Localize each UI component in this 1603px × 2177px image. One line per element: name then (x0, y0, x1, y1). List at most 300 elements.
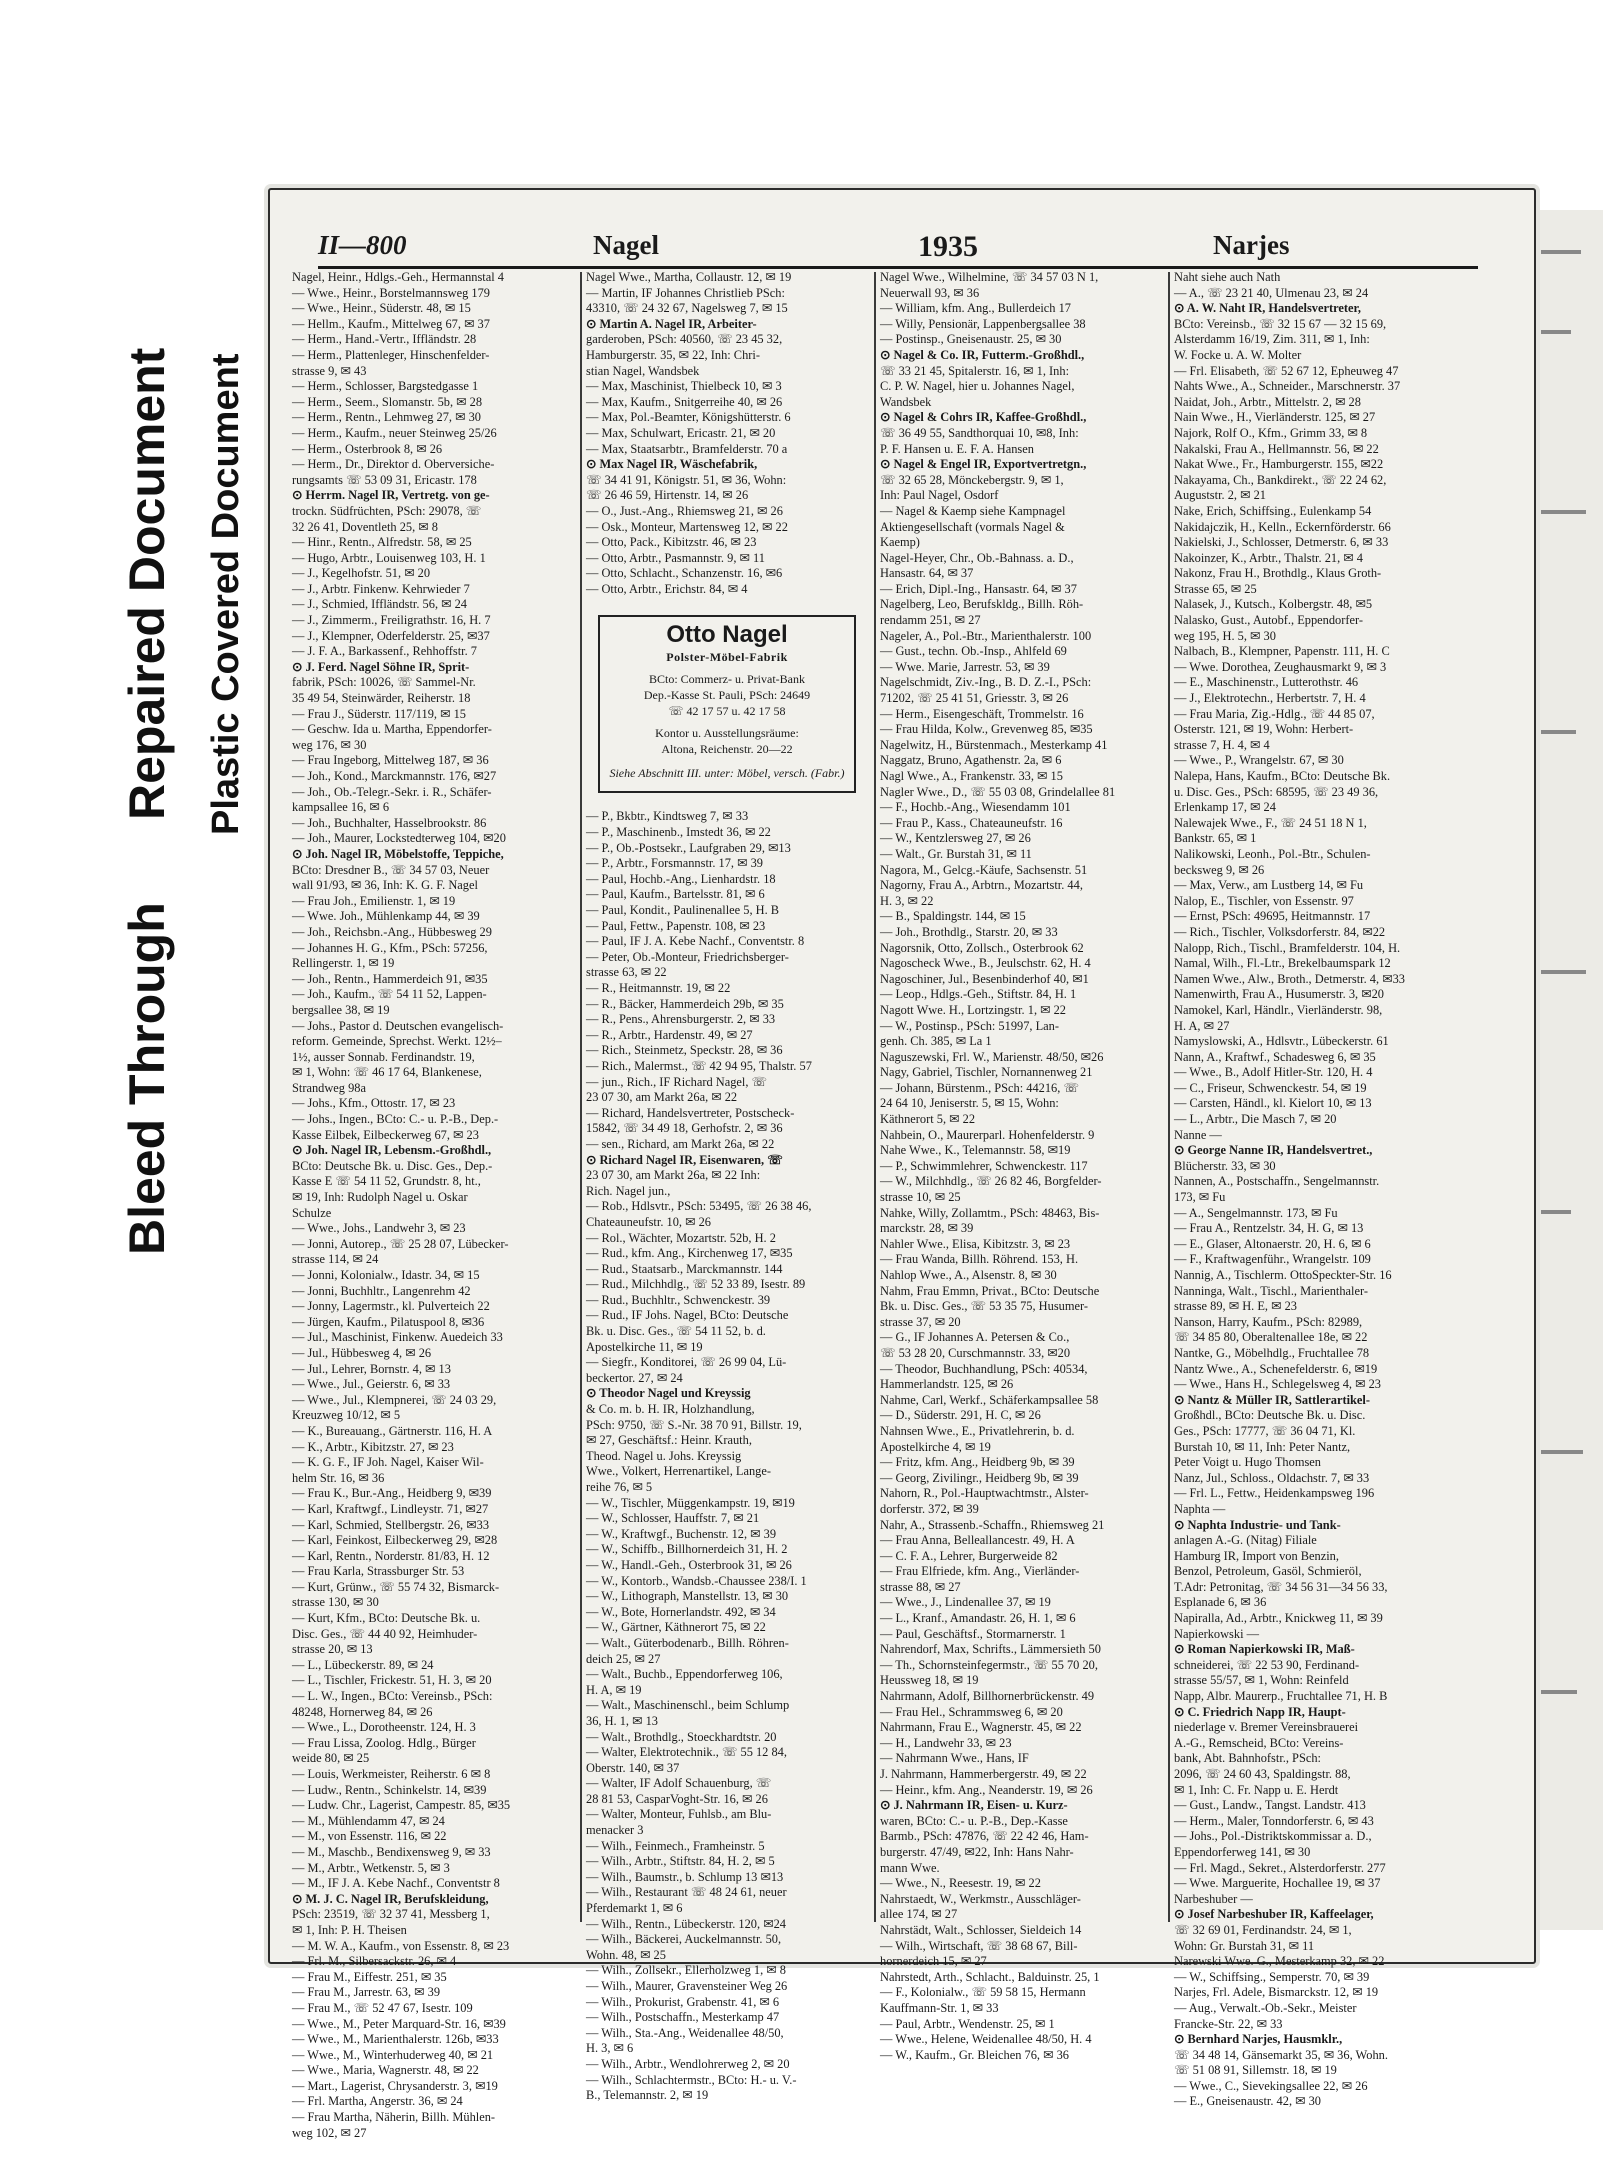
directory-entry: dorferstr. 372, ✉ 39 (880, 1501, 979, 1516)
directory-entry: Nahme, Carl, Werkf., Schäferkampsallee 58 (880, 1392, 1099, 1407)
directory-entry: Namenwirth, Frau A., Husumerstr. 3, ✉20 (1174, 987, 1384, 1002)
directory-entry: Narewski Wwe. G., Mesterkamp 32, ✉ 22 (1174, 1954, 1385, 1969)
directory-entry: Nannen, A., Postschaffn., Sengelmannstr. (1174, 1174, 1380, 1189)
directory-entry: Nakielski, J., Schlosser, Detmerstr. 6, ✉ 33 (1174, 535, 1389, 550)
directory-entry: weg 102, ✉ 27 (292, 2125, 367, 2140)
directory-entry: — Wwe., B., Adolf Hitler-Str. 120, H. 4 (1174, 1065, 1373, 1080)
directory-entry: — Johs., Ingen., BCto: C.- u. P.-B., Dep.- (292, 1112, 499, 1127)
directory-entry: — Herm., Eisengeschäft, Trommelstr. 16 (880, 706, 1084, 721)
directory-entry: ☏ 34 48 14, Gänsemarkt 35, ✉ 36, Wohn. (1174, 2047, 1388, 2062)
directory-entry: ⊙ A. W. Naht IR, Handelsvertreter, (1174, 301, 1361, 316)
directory-entry: H. A, ✉ 27 (1174, 1018, 1230, 1033)
directory-entry: 36, H. 1, ✉ 13 (586, 1713, 658, 1728)
directory-entry: — Louis, Werkmeister, Reiherstr. 6 ✉ 8 (292, 1767, 491, 1781)
directory-entry: — Wwe., C., Sievekingsallee 22, ✉ 26 (1174, 2078, 1368, 2093)
directory-entry: Bk. u. Disc. Ges., ☏ 54 11 52, b. d. (586, 1324, 766, 1339)
directory-entry: — Jürgen, Kaufm., Pilatuspool 8, ✉36 (292, 1314, 485, 1329)
directory-entry: Nalikowski, Leonh., Pol.-Btr., Schulen- (1174, 846, 1371, 861)
directory-entry: — Frau J., Süderstr. 117/119, ✉ 15 (292, 706, 466, 721)
directory-entry: — J., Elektrotechn., Herbertstr. 7, H. 4 (1174, 691, 1366, 706)
ad-office-line: Kontor u. Ausstellungsräume: (655, 726, 799, 741)
directory-entry: — L., Lübeckerstr. 89, ✉ 24 (292, 1657, 434, 1672)
directory-entry: Nalewajek Wwe., F., ☏ 24 51 18 N 1, (1174, 815, 1367, 830)
directory-entry: ⊙ Nagel & Engel IR, Exportvertretgn., (880, 457, 1087, 472)
directory-entry: rendamm 251, ✉ 27 (880, 613, 981, 628)
directory-entry: Nahke, Willy, Zollamtm., PSch: 48463, Bis- (880, 1205, 1100, 1220)
directory-entry: Alsterdamm 16/19, Zim. 311, ✉ 1, Inh: (1174, 332, 1370, 347)
directory-entry: garderoben, PSch: 40560, ☏ 23 45 32, (586, 332, 783, 347)
directory-entry: — Rich., Steinmetz, Speckstr. 28, ✉ 36 (586, 1043, 783, 1058)
directory-entry: — C. F. A., Lehrer, Burgerweide 82 (880, 1548, 1058, 1563)
directory-entry: — Gust., Landw., Tangst. Landstr. 413 (1174, 1798, 1366, 1813)
directory-entry: Nagelberg, Leo, Berufskldg., Billh. Röh- (880, 597, 1084, 612)
directory-entry: — Frau Martha, Näherin, Billh. Mühlen- (292, 2110, 496, 2125)
directory-entry: Nahts Wwe., A., Schneider., Marschnerstr. 37 (1174, 379, 1401, 394)
directory-entry: H. 3, ✉ 6 (586, 2041, 634, 2056)
directory-entry: — Frau Maria, Zig.-Hdlg., ☏ 44 85 07, (1174, 706, 1375, 721)
ad-address-line: Altona, Reichenstr. 20—22 (661, 742, 793, 757)
directory-entry: — Kurt, Kfm., BCto: Deutsche Bk. u. (292, 1611, 481, 1626)
directory-entry: — Jonni, Autorep., ☏ 25 28 07, Lübecker- (292, 1236, 509, 1251)
directory-entry: Theod. Nagel u. Johs. Kreyssig (586, 1448, 742, 1463)
directory-entry: marckstr. 28, ✉ 39 (880, 1221, 974, 1236)
directory-entry: — Rud., Milchhdlg., ☏ 52 33 89, Isestr. 89 (586, 1277, 806, 1292)
directory-entry: Naggatz, Bruno, Agathenstr. 2a, ✉ 6 (880, 753, 1062, 768)
directory-entry: becksweg 9, ✉ 26 (1174, 862, 1265, 877)
directory-entry: niederlage v. Bremer Vereinsbrauerei (1174, 1720, 1359, 1735)
directory-entry: — Mart., Lagerist, Chrysanderstr. 3, ✉19 (292, 2078, 498, 2093)
directory-entry: Nahrstedt, Arth., Schlacht., Balduinstr. 25, 1 (880, 1969, 1100, 1984)
directory-entry: — Wwe., Maria, Wagnerstr. 48, ✉ 22 (292, 2063, 479, 2078)
directory-entry: BCto: Dresdner B., ☏ 34 57 03, Neuer (292, 862, 490, 877)
directory-entry: Wohn: Gr. Burstah 31, ✉ 11 (1174, 1938, 1315, 1953)
directory-entry: — K. G. F., IF Joh. Nagel, Kaiser Wil- (292, 1455, 484, 1470)
directory-entry: Nann, A., Kraftwf., Schadesweg 6, ✉ 35 (1174, 1049, 1376, 1064)
directory-entry: 15842, ☏ 34 49 18, Gerhofstr. 2, ✉ 36 (586, 1121, 783, 1136)
directory-entry: Nagorny, Frau A., Arbtrn., Mozartstr. 44, (880, 878, 1083, 893)
directory-page (268, 188, 1536, 2140)
directory-entry: — Paul, IF J. A. Kebe Nachf., Conventstr. 8 (586, 934, 805, 949)
directory-entry: — E., Gneisenaustr. 42, ✉ 30 (1174, 2094, 1322, 2109)
directory-entry: — H., Landwehr 33, ✉ 23 (880, 1735, 1012, 1750)
directory-entry: — P., Maschinenb., Imstedt 36, ✉ 22 (586, 825, 771, 840)
directory-entry: Nahrendorf, Max, Schrifts., Lämmersieth 50 (880, 1642, 1101, 1657)
directory-entry: — W., Schiffsing., Semperstr. 70, ✉ 39 (1174, 1969, 1370, 1984)
directory-entry: Nagel, Heinr., Hdlgs.-Geh., Hermannstal 4 (292, 270, 504, 284)
directory-entry: Nalop, E., Tischler, von Essenstr. 97 (1174, 893, 1354, 908)
directory-entry: — Wilh., Wirtschaft, ☏ 38 68 67, Bill- (880, 1938, 1078, 1953)
directory-entry: Nain Wwe., H., Vierländerstr. 125, ✉ 27 (1174, 410, 1376, 425)
directory-entry: genh. Ch. 385, ✉ La 1 (880, 1034, 992, 1049)
directory-entry: Strandweg 98a (292, 1080, 366, 1095)
directory-entry: Erlenkamp 17, ✉ 24 (1174, 800, 1276, 815)
directory-entry: — Wwe., M., Marienthalerstr. 126b, ✉33 (292, 2032, 499, 2047)
directory-entry: Oberstr. 140, ✉ 37 (586, 1760, 680, 1775)
directory-entry: waren, BCto: C.- u. P.-B., Dep.-Kasse (880, 1813, 1068, 1828)
directory-entry: — Max, Staatsarbtr., Bramfelderstr. 70 a (586, 441, 788, 456)
directory-entry: — Rich., Tischler, Volksdorferstr. 84, ✉22 (1174, 924, 1386, 939)
directory-entry: Nannig, A., Tischlerm. OttoSpeckter-Str. 16 (1174, 1268, 1392, 1282)
directory-entry: — Wwe., M., Winterhuderweg 40, ✉ 21 (292, 2047, 494, 2062)
directory-entry: — Frau Hilda, Kolw., Grevenweg 85, ✉35 (880, 722, 1093, 737)
directory-entry: — Wwe., Jul., Geierstr. 6, ✉ 33 (292, 1377, 451, 1392)
directory-entry: ⊙ Richard Nagel IR, Eisenwaren, ☏ (586, 1152, 783, 1167)
directory-entry: — F., Kolonialw., ☏ 59 58 15, Hermann (880, 1985, 1086, 2000)
directory-entry: — Wilh., Sta.-Ang., Weidenallee 48/50, (586, 2025, 784, 2040)
directory-entry: — J., Arbtr. Finkenw. Kehrwieder 7 (292, 581, 470, 596)
directory-entry: Nagott Wwe. H., Lortzingstr. 1, ✉ 22 (880, 1002, 1067, 1017)
directory-entry: W. Focke u. A. W. Molter (1174, 347, 1302, 362)
directory-entry: Nanson, Harry, Kaufm., PSch: 82989, (1174, 1314, 1363, 1329)
directory-entry: P. F. Hansen u. E. F. A. Hansen (880, 441, 1034, 456)
directory-entry: — E., Glaser, Altonaerstr. 20, H. 6, ✉ 6 (1174, 1236, 1371, 1251)
directory-entry: Pferdemarkt 1, ✉ 6 (586, 1901, 683, 1916)
directory-entry: — W., Kontorb., Wandsb.-Chaussee 238/I. 1 (586, 1573, 807, 1588)
directory-entry: schneiderei, ☏ 22 53 90, Ferdinand- (1174, 1657, 1360, 1672)
directory-entry: Nahrstaedt, W., Werkmstr., Ausschläger- (880, 1891, 1081, 1906)
column-1 (292, 270, 574, 2140)
directory-entry: — Herm., Schlosser, Bargstedgasse 1 (292, 379, 479, 394)
directory-entry: Nahrmann, Adolf, Billhornerbrückenstr. 49 (880, 1689, 1095, 1704)
directory-entry: menacker 3 (586, 1823, 644, 1838)
directory-entry: — Postinsp., Gneisenaustr. 25, ✉ 30 (880, 332, 1062, 347)
directory-entry: Najork, Rolf O., Kfm., Grimm 33, ✉ 8 (1174, 425, 1368, 440)
directory-entry: — Wwe., M., Peter Marquard-Str. 16, ✉39 (292, 2016, 506, 2031)
directory-entry: Nagora, M., Gelcg.-Käufe, Sachsenstr. 51 (880, 862, 1088, 877)
directory-entry: Naguszewski, Frl. W., Marienstr. 48/50, ✉26 (880, 1049, 1104, 1064)
directory-entry: — Willy, Pensionär, Lappenbergsallee 38 (880, 316, 1086, 331)
directory-entry: — D., Süderstr. 291, H. C, ✉ 26 (880, 1408, 1041, 1423)
directory-entry: Nake, Erich, Schiffsing., Eulenkamp 54 (1174, 503, 1372, 518)
directory-entry: — Walt., Maschinenschl., beim Schlump (586, 1698, 790, 1713)
directory-entry: bergsallee 38, ✉ 19 (292, 1002, 390, 1017)
directory-entry: — Walt., Buchb., Eppendorferweg 106, (586, 1667, 783, 1682)
directory-entry: — Hellm., Kaufm., Mittelweg 67, ✉ 37 (292, 316, 490, 331)
directory-entry: ☏ 53 28 20, Curschmannstr. 33, ✉20 (880, 1345, 1071, 1360)
directory-entry: Naphta — (1174, 1501, 1226, 1516)
directory-entry: — Paul, Kaufm., Bartelsstr. 81, ✉ 6 (586, 887, 765, 902)
column-divider (1168, 272, 1170, 1922)
ad-note: Siehe Abschnitt III. unter: Möbel, versch. (Fabr.) (609, 766, 845, 781)
directory-entry: beckertor. 27, ✉ 24 (586, 1370, 683, 1385)
directory-entry: ✉ 1, Inh: P. H. Theisen (292, 1922, 407, 1937)
directory-entry: strasse 20, ✉ 13 (292, 1642, 373, 1657)
directory-entry: Nantz Wwe., A., Schenefelderstr. 6, ✉19 (1174, 1361, 1378, 1376)
directory-entry: — L., Tischler, Frickestr. 51, H. 3, ✉ 20 (292, 1673, 492, 1688)
directory-entry: Nahm, Frau Emmn, Privat., BCto: Deutsche (880, 1283, 1100, 1298)
directory-entry: 35 49 54, Steinwärder, Reiherstr. 18 (292, 691, 471, 706)
directory-entry: Hamburgerstr. 35, ✉ 22, Inh: Chri- (586, 347, 760, 362)
directory-entry: — Walt., Brothdlg., Stoeckhardtstr. 20 (586, 1729, 777, 1744)
directory-entry: — Wilh., Arbtr., Wendlohrerweg 2, ✉ 20 (586, 2056, 790, 2071)
directory-entry: — Ernst, PSch: 49695, Heitmannstr. 17 (1174, 909, 1371, 924)
directory-entry: Nakalski, Frau A., Hellmannstr. 56, ✉ 22 (1174, 441, 1379, 456)
directory-entry: ✉ 27, Geschäftsf.: Heinr. Krauth, (586, 1433, 752, 1448)
directory-entry: Großhdl., BCto: Deutsche Bk. u. Disc. (1174, 1408, 1366, 1423)
directory-entry: Hansastr. 64, ✉ 37 (880, 566, 974, 581)
directory-entry: — Gust., techn. Ob.-Insp., Ahlfeld 69 (880, 644, 1067, 659)
directory-entry: — L., Kranf., Amandastr. 26, H. 1, ✉ 6 (880, 1611, 1076, 1626)
directory-entry: — Joh., Maurer, Lockstedterweg 104, ✉20 (292, 831, 506, 846)
directory-entry: ⊙ Nantz & Müller IR, Sattlerartikel- (1174, 1392, 1370, 1407)
directory-entry: 28 81 53, CasparVoght-Str. 16, ✉ 26 (586, 1791, 768, 1806)
directory-entry: Nantke, G., Möbelhdlg., Fruchtallee 78 (1174, 1345, 1370, 1360)
directory-entry: BCto: Vereinsb., ☏ 32 15 67 — 32 15 69, (1174, 316, 1387, 331)
directory-entry: 2096, ☏ 24 60 43, Spaldingstr. 88, (1174, 1767, 1351, 1781)
directory-entry: — W., Schlosser, Hauffstr. 7, ✉ 21 (586, 1511, 760, 1526)
directory-entry: Napierkowski — (1174, 1626, 1259, 1641)
directory-entry: — Wwe., J., Lindenallee 37, ✉ 19 (880, 1595, 1051, 1610)
directory-entry: — Jul., Hübbesweg 4, ✉ 26 (292, 1345, 432, 1360)
directory-entry: ☏ 26 46 59, Hirtenstr. 14, ✉ 26 (586, 488, 749, 503)
directory-entry: — Theodor, Buchhandlung, PSch: 40534, (880, 1361, 1088, 1376)
directory-entry: — Wilh., Restaurant ☏ 48 24 61, neuer (586, 1885, 787, 1900)
directory-entry: Nakayama, Ch., Bankdirekt., ☏ 22 24 62, (1174, 472, 1387, 487)
directory-entry: — K., Arbtr., Kibitzstr. 27, ✉ 23 (292, 1439, 454, 1454)
directory-entry: — K., Bureauang., Gärtnerstr. 116, H. A (292, 1423, 493, 1438)
directory-entry: — Wwe. Joh., Mühlenkamp 44, ✉ 39 (292, 909, 480, 924)
directory-entry: — Rob., Hdlsvtr., PSch: 53495, ☏ 26 38 46, (586, 1199, 812, 1214)
directory-entry: — Rud., IF Johs. Nagel, BCto: Deutsche (586, 1308, 789, 1323)
directory-entry: — R., Arbtr., Hardenstr. 49, ✉ 27 (586, 1027, 753, 1042)
directory-entry: Nakat Wwe., Fr., Hamburgerstr. 155, ✉22 (1174, 457, 1384, 472)
directory-entry: — Wwe., Helene, Weidenallee 48/50, H. 4 (880, 2032, 1092, 2047)
directory-entry: Napiralla, Ad., Arbtr., Knickweg 11, ✉ 39 (1174, 1611, 1383, 1626)
directory-entry: — Wwe., Johs., Landwehr 3, ✉ 23 (292, 1221, 466, 1236)
directory-entry: — W., Kraftwgf., Buchenstr. 12, ✉ 39 (586, 1526, 777, 1541)
column-2 (586, 270, 868, 2103)
directory-entry: Nagelschmidt, Ziv.-Ing., B. D. Z.-I., PSch: (880, 675, 1092, 690)
directory-entry: burgerstr. 47/49, ✉22, Inh: Hans Nahr- (880, 1844, 1074, 1859)
page-number: II—800 (318, 230, 407, 260)
directory-entry: — E., Maschinenstr., Lutterothstr. 46 (1174, 675, 1359, 690)
directory-entry: — W., Handl.-Geh., Osterbrook 31, ✉ 26 (586, 1557, 792, 1572)
directory-entry: Kasse E ☏ 54 11 52, Grundstr. 8, ht., (292, 1174, 481, 1189)
directory-entry: — Paul, Arbtr., Wendenstr. 25, ✉ 1 (880, 2016, 1055, 2031)
directory-entry: — Wilh., Rentn., Lübeckerstr. 120, ✉24 (586, 1916, 786, 1931)
directory-entry: BCto: Deutsche Bk. u. Disc. Ges., Dep.- (292, 1158, 493, 1173)
directory-entry: — W., Kaufm., Gr. Bleichen 76, ✉ 36 (880, 2047, 1069, 2062)
directory-entry: Nakidajczik, H., Kelln., Eckernförderstr. 66 (1174, 519, 1391, 534)
directory-entry: — Frau K., Bur.-Ang., Heidberg 9, ✉39 (292, 1486, 492, 1501)
directory-entry: 24 64 10, Jeniserstr. 5, ✉ 15, Wohn: (880, 1096, 1059, 1111)
directory-entry: — Max, Pol.-Beamter, Königshütterstr. 6 (586, 410, 791, 425)
directory-entry: — Rol., Wächter, Mozartstr. 52b, H. 2 (586, 1230, 776, 1245)
directory-entry: Nagel Wwe., Wilhelmine, ☏ 34 57 03 N 1, (880, 270, 1099, 284)
directory-entry: ⊙ Nagel & Cohrs IR, Kaffee-Großhdl., (880, 410, 1087, 425)
directory-entry: — Jonni, Kolonialw., Idastr. 34, ✉ 15 (292, 1268, 480, 1282)
directory-entry: Strasse 65, ✉ 25 (1174, 581, 1257, 596)
directory-entry: — Wilh., Bäckerei, Auckelmannstr. 50, (586, 1932, 782, 1947)
directory-entry: Wandsbek (880, 394, 932, 409)
directory-entry: — A., Sengelmannstr. 173, ✉ Fu (1174, 1205, 1338, 1220)
directory-entry: — Frl. Elisabeth, ☏ 52 67 12, Epheuweg 47 (1174, 363, 1399, 378)
directory-entry: — B., Spaldingstr. 144, ✉ 15 (880, 909, 1026, 924)
directory-entry: — Leop., Hdlgs.-Geh., Stiftstr. 84, H. 1 (880, 987, 1077, 1002)
directory-entry: — Wwe. Marguerite, Hochallee 19, ✉ 37 (1174, 1876, 1381, 1891)
directory-entry: — W., Kentzlersweg 27, ✉ 26 (880, 831, 1031, 846)
directory-entry: J. Nahrmann, Hammerbergerstr. 49, ✉ 22 (880, 1767, 1087, 1781)
directory-entry: strasse 88, ✉ 27 (880, 1579, 961, 1594)
directory-entry: Nanninga, Walt., Tischl., Marienthaler- (1174, 1283, 1368, 1298)
directory-entry: Nanne — (1174, 1127, 1222, 1142)
directory-entry: Nahr, A., Strassenb.-Schaffn., Rhiemsweg 21 (880, 1517, 1105, 1532)
directory-entry: — Otto, Pack., Kibitzstr. 46, ✉ 23 (586, 535, 757, 550)
directory-entry: — Herm., Plattenleger, Hinschenfelder- (292, 347, 490, 362)
directory-entry: — Joh., Kaufm., ☏ 54 11 52, Lappen- (292, 987, 487, 1002)
directory-entry: Nagel Wwe., Martha, Collaustr. 12, ✉ 19 (586, 270, 792, 284)
directory-entry: Nalasko, Gust., Autobf., Eppendorfer- (1174, 613, 1364, 628)
directory-entry: strasse 130, ✉ 30 (292, 1595, 379, 1610)
directory-entry: — Wwe., Heinr., Süderstr. 48, ✉ 15 (292, 301, 471, 316)
directory-entry: B., Telemannstr. 2, ✉ 19 (586, 2088, 709, 2103)
directory-entry: ⊙ Naphta Industrie- und Tank- (1174, 1517, 1341, 1532)
directory-entry: — Wwe., P., Wrangelstr. 67, ✉ 30 (1174, 753, 1344, 768)
directory-entry: Neuerwall 93, ✉ 36 (880, 285, 980, 300)
directory-entry: — P., Bkbtr., Kindtsweg 7, ✉ 33 (586, 809, 749, 824)
directory-entry: Burstah 10, ✉ 11, Inh: Peter Nantz, (1174, 1439, 1351, 1454)
directory-entry: ⊙ Max Nagel IR, Wäschefabrik, (586, 457, 758, 472)
directory-entry: Nanz, Jul., Schloss., Oldachstr. 7, ✉ 33 (1174, 1470, 1370, 1485)
directory-entry: 48248, Hornerweg 84, ✉ 26 (292, 1704, 433, 1719)
directory-entry: PSch: 23519, ☏ 32 37 41, Messberg 1, (292, 1907, 490, 1922)
directory-entry: Nahe Wwe., K., Telemannstr. 58, ✉19 (880, 1143, 1071, 1158)
directory-entry: — Frl. Magd., Sekret., Alsterdorferstr. 277 (1174, 1860, 1386, 1875)
directory-entry: 173, ✉ Fu (1174, 1190, 1226, 1205)
directory-entry: — Karl, Feinkost, Eilbeckerweg 29, ✉28 (292, 1533, 498, 1548)
directory-entry: — Frl. Martha, Angerstr. 36, ✉ 24 (292, 2094, 463, 2109)
directory-entry: — sen., Richard, am Markt 26a, ✉ 22 (586, 1136, 775, 1151)
directory-entry: — Karl, Schmied, Stellbergstr. 26, ✉33 (292, 1517, 490, 1532)
directory-entry: ✉ 19, Inh: Rudolph Nagel u. Oskar (292, 1190, 468, 1205)
directory-entry: — Wwe., Jul., Klempnerei, ☏ 24 03 29, (292, 1392, 497, 1407)
directory-entry: ☏ 36 49 55, Sandthorquai 10, ✉8, Inh: (880, 425, 1079, 440)
directory-entry: — O., Just.-Ang., Rhiemsweg 21, ✉ 26 (586, 503, 783, 518)
directory-entry: strasse 37, ✉ 20 (880, 1314, 961, 1329)
directory-entry: — Wilh., Maurer, Gravensteiner Weg 26 (586, 1979, 788, 1993)
directory-entry: ⊙ Joh. Nagel IR, Lebensm.-Großhdl., (292, 1143, 492, 1158)
directory-entry: — J., Schmied, Iffländstr. 56, ✉ 24 (292, 597, 468, 612)
directory-entry: strasse 114, ✉ 24 (292, 1252, 379, 1267)
directory-entry: anlagen A.-G. (Nitag) Filiale (1174, 1533, 1317, 1548)
directory-entry: — Herm., Maler, Tonndorferstr. 6, ✉ 43 (1174, 1813, 1374, 1828)
directory-entry: — Paul, Geschäftsf., Stormarnerstr. 1 (880, 1626, 1066, 1641)
directory-entry: 23 07 30, am Markt 26a, ✉ 22 (586, 1090, 738, 1105)
directory-entry: — Johs., Pol.-Distriktskommissar a. D., (1174, 1829, 1372, 1844)
directory-entry: — J., Klempner, Oderfelderstr. 25, ✉37 (292, 628, 490, 643)
directory-entry: — Johannes H. G., Kfm., PSch: 57256, (292, 940, 488, 955)
directory-entry: — Frau Hel., Schrammsweg 6, ✉ 20 (880, 1704, 1063, 1719)
directory-entry: Nagl Wwe., A., Frankenstr. 33, ✉ 15 (880, 769, 1063, 783)
ad-subtitle: Polster-Möbel-Fabrik (666, 650, 788, 665)
directory-entry: — Martin, IF Johannes Christlieb PSch: (586, 285, 785, 300)
directory-entry: — Th., Schornsteinfegermstr., ☏ 55 70 20, (880, 1657, 1098, 1672)
directory-entry: — Karl, Rentn., Norderstr. 81/83, H. 12 (292, 1548, 490, 1563)
directory-entry: Bk. u. Disc. Ges., ☏ 53 35 75, Husumer- (880, 1299, 1088, 1314)
directory-entry: Nahrmann, Frau E., Wagnerstr. 45, ✉ 22 (880, 1720, 1082, 1735)
directory-entry: — Wwe. Marie, Jarrestr. 53, ✉ 39 (880, 659, 1050, 674)
directory-entry: 23 07 30, am Markt 26a, ✉ 22 Inh: (586, 1168, 761, 1183)
directory-entry: ⊙ J. Ferd. Nagel Söhne IR, Sprit- (292, 659, 470, 674)
directory-entry: hornerdeich 15, ✉ 27 (880, 1954, 987, 1969)
directory-entry: — J., Kegelhofstr. 51, ✉ 20 (292, 566, 431, 581)
directory-entry: — J., Zimmerm., Freiligrathstr. 16, H. 7 (292, 613, 491, 628)
directory-entry: — Wilh., Baumstr., b. Schlump 13 ✉13 (586, 1869, 784, 1884)
column-3 (880, 270, 1162, 2062)
directory-entry: H. 3, ✉ 22 (880, 893, 934, 908)
directory-entry: — Joh., Rentn., Hammerdeich 91, ✉35 (292, 971, 488, 986)
directory-entry: — J. F. A., Barkassenf., Rehhoffstr. 7 (292, 644, 477, 659)
directory-entry: & Co. m. b. H. IR, Holzhandlung, (586, 1402, 755, 1417)
directory-entry: strasse 9, ✉ 43 (292, 363, 367, 378)
directory-entry: — W., Tischler, Müggenkampstr. 19, ✉19 (586, 1495, 795, 1510)
directory-entry: ☏ 32 69 01, Ferdinandstr. 24, ✉ 1, (1174, 1922, 1352, 1937)
directory-entry: weg 195, H. 5, ✉ 30 (1174, 628, 1276, 643)
directory-entry: — M., Maschb., Bendixensweg 9, ✉ 33 (292, 1844, 491, 1859)
directory-entry: — R., Bäcker, Hammerdeich 29b, ✉ 35 (586, 996, 784, 1011)
directory-entry: — Joh., Brothdlg., Starstr. 20, ✉ 33 (880, 924, 1058, 939)
directory-entry: Schulze (292, 1205, 332, 1220)
directory-entry: — Wilh., Arbtr., Stiftstr. 84, H. 2, ✉ 5 (586, 1854, 775, 1869)
directory-entry: Francke-Str. 22, ✉ 33 (1174, 2016, 1283, 2031)
directory-entry: ⊙ Martin A. Nagel IR, Arbeiter- (586, 316, 757, 331)
directory-entry: ⊙ Joh. Nagel IR, Möbelstoffe, Teppiche, (292, 846, 504, 861)
directory-entry: strasse 89, ✉ H. E, ✉ 23 (1174, 1299, 1297, 1314)
directory-entry: — Johs., Kfm., Ottostr. 17, ✉ 23 (292, 1096, 456, 1111)
directory-entry: Rellingerstr. 1, ✉ 19 (292, 956, 395, 971)
directory-entry: — Frau Wanda, Billh. Röhrend. 153, H. (880, 1252, 1079, 1267)
directory-entry: ⊙ Bernhard Narjes, Hausmklr., (1174, 2032, 1343, 2047)
directory-entry: Nakonz, Frau H., Brothdlg., Klaus Groth- (1174, 566, 1382, 581)
directory-entry: Blücherstr. 33, ✉ 30 (1174, 1158, 1276, 1173)
directory-entry: — Max, Maschinist, Thielbeck 10, ✉ 3 (586, 379, 782, 394)
directory-entry: — Carsten, Händl., kl. Kielort 10, ✉ 13 (1174, 1096, 1372, 1111)
directory-entry: — W., Lithograph, Manstellstr. 13, ✉ 30 (586, 1589, 789, 1604)
directory-entry: — Johs., Pastor d. Deutschen evangelisch- (292, 1018, 504, 1033)
directory-entry: Auguststr. 2, ✉ 21 (1174, 488, 1266, 503)
directory-entry: Eppendorferweg 141, ✉ 30 (1174, 1844, 1311, 1859)
directory-entry: strasse 10, ✉ 25 (880, 1190, 961, 1205)
directory-entry: ⊙ J. Nahrmann IR, Eisen- u. Kurz- (880, 1798, 1068, 1813)
directory-entry: — W., Bote, Hornerlandstr. 492, ✉ 34 (586, 1604, 776, 1619)
directory-entry: wall 91/93, ✉ 36, Inh: K. G. F. Nagel (292, 878, 478, 893)
directory-entry: Apostelkirche 4, ✉ 19 (880, 1439, 991, 1454)
directory-entry: — Walt., Güterbodenarb., Billh. Röhren- (586, 1635, 789, 1650)
directory-entry: ⊙ Herrm. Nagel IR, Vertretg. von ge- (292, 488, 490, 503)
directory-entry: — Joh., Buchhalter, Hasselbrookstr. 86 (292, 815, 487, 830)
directory-entry: T.Adr: Petronitag, ☏ 34 56 31—34 56 33, (1174, 1579, 1388, 1594)
directory-entry: Nahler Wwe., Elisa, Kibitzstr. 3, ✉ 23 (880, 1236, 1071, 1251)
directory-entry: — L., Arbtr., Die Masch 7, ✉ 20 (1174, 1112, 1337, 1127)
directory-entry: — W., Schiffb., Billhornerdeich 31, H. 2 (586, 1542, 788, 1557)
directory-entry: — Wwe., Heinr., Borstelmannsweg 179 (292, 285, 490, 300)
directory-entry: weg 176, ✉ 30 (292, 737, 367, 752)
directory-entry: u. Disc. Ges., PSch: 68595, ☏ 23 49 36, (1174, 784, 1379, 799)
directory-entry: — Frau M., Eiffestr. 251, ✉ 35 (292, 1969, 447, 1984)
directory-entry: — Frau M., ☏ 52 47 67, Isestr. 109 (292, 2000, 473, 2015)
directory-entry: — Wwe., Hans H., Schlegelsweg 4, ✉ 23 (1174, 1377, 1381, 1392)
directory-entry: Nagelwitz, H., Bürstenmach., Mesterkamp 41 (880, 737, 1108, 752)
directory-entry: — Jul., Lehrer, Bornstr. 4, ✉ 13 (292, 1361, 451, 1376)
directory-entry: Nagorsnik, Otto, Zollsch., Osterbrook 62 (880, 940, 1084, 955)
directory-entry: kampsallee 16, ✉ 6 (292, 800, 390, 815)
column-divider (874, 272, 876, 1922)
directory-entry: ⊙ M. J. C. Nagel IR, Berufskleidung, (292, 1891, 489, 1906)
directory-entry: PSch: 9750, ☏ S.-Nr. 38 70 91, Billstr. 19, (586, 1417, 802, 1432)
directory-entry: Inh: Paul Nagel, Osdorf (880, 488, 999, 503)
directory-entry: — Joh., Ob.-Telegr.-Sekr. i. R., Schäfer- (292, 784, 492, 799)
directory-entry: Nahrstädt, Walt., Schlosser, Sieldeich 14 (880, 1922, 1082, 1937)
